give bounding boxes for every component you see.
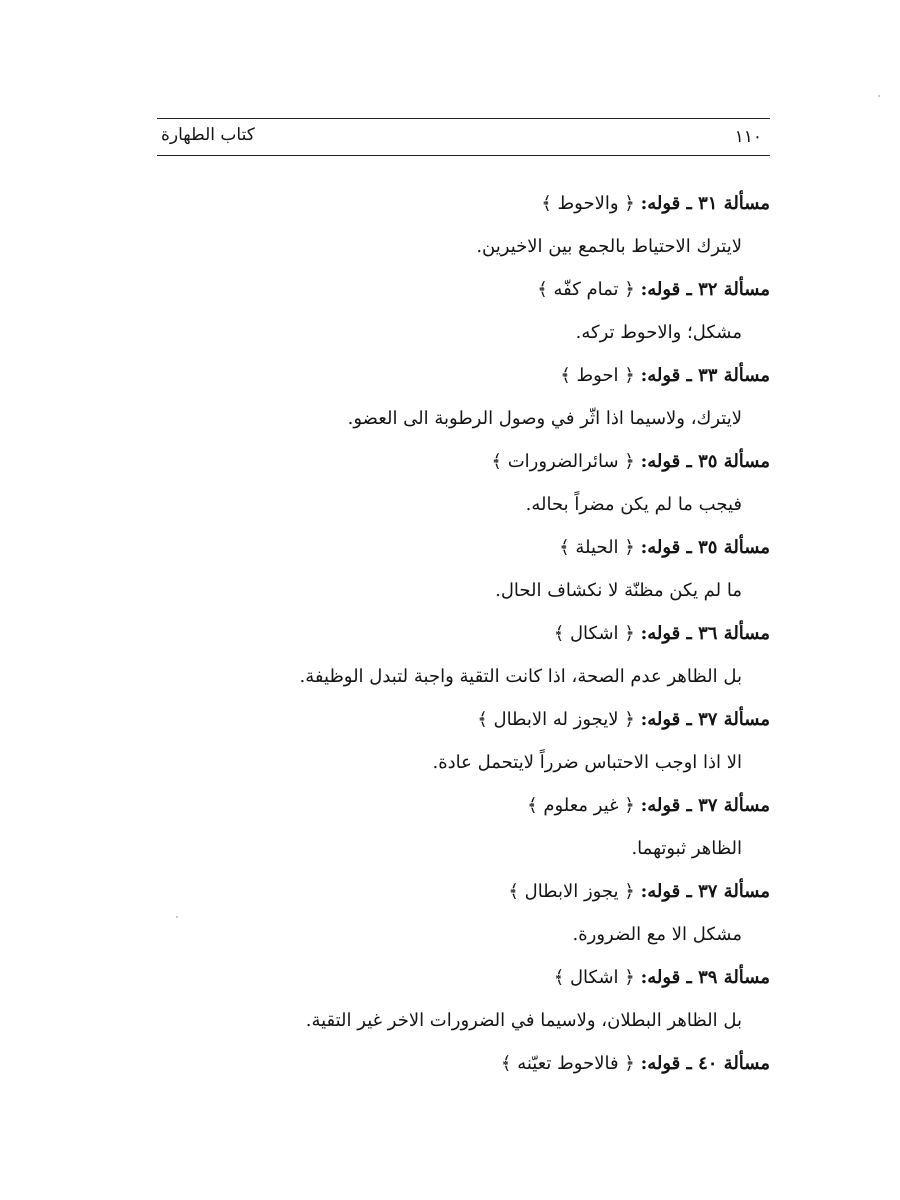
entry-label: مسألة ٤٠ ـ قوله:	[640, 1053, 770, 1074]
entry-quote: ﴿ فالاحوط تعيّنه ﴾	[500, 1053, 635, 1074]
entry-label: مسألة ٣٧ ـ قوله:	[640, 709, 770, 730]
entry-heading	[240, 613, 770, 656]
entry-body: مشكل؛ والاحوط تركه.	[575, 322, 742, 343]
entry-body: بل الظاهر البطلان، ولاسيما في الضرورات الاخر غير التقية.	[305, 1010, 742, 1031]
entry	[240, 957, 770, 1043]
entry-label: مسألة ٣٧ ـ قوله:	[640, 881, 770, 902]
entry	[240, 527, 770, 613]
entry-heading	[240, 1043, 770, 1086]
entry-body: الظاهر ثبوتهما.	[631, 838, 742, 859]
scan-speck	[176, 916, 178, 918]
entry	[240, 183, 770, 269]
entry-heading	[240, 183, 770, 226]
entry-quote: ﴿ سائرالضرورات ﴾	[491, 451, 635, 472]
entry-body: ما لم يكن مظنّة لا نكشاف الحال.	[495, 580, 742, 601]
entry-quote: ﴿ اشكال ﴾	[553, 967, 635, 988]
entry-heading	[240, 441, 770, 484]
entry-quote: ﴿ غير معلوم ﴾	[527, 795, 635, 816]
entry	[240, 613, 770, 699]
entry-body: الا اذا اوجب الاحتباس ضرراً لايتحمل عادة.	[432, 752, 742, 773]
scan-speck	[878, 95, 880, 97]
entry-heading	[240, 527, 770, 570]
entry-heading	[240, 957, 770, 1000]
entry-body: فيجب ما لم يكن مضراً بحاله.	[525, 494, 742, 515]
entry	[240, 699, 770, 785]
entry-label: مسألة ٣٧ ـ قوله:	[640, 795, 770, 816]
entry-quote: ﴿ الحيلة ﴾	[559, 537, 635, 558]
entry-heading	[240, 355, 770, 398]
book-title: كتاب الطهارة	[161, 125, 255, 145]
entry	[240, 785, 770, 871]
entry	[240, 1043, 770, 1086]
entry-label: مسألة ٣٥ ـ قوله:	[640, 451, 770, 472]
entry-heading	[240, 871, 770, 914]
entry-label: مسألة ٣٣ ـ قوله:	[640, 365, 770, 386]
entry	[240, 441, 770, 527]
entry-label: مسألة ٣٦ ـ قوله:	[640, 623, 770, 644]
entries-list	[240, 183, 770, 1086]
entry-body: بل الظاهر عدم الصحة، اذا كانت التقية واجبة لتبدل الوظيفة.	[299, 666, 742, 687]
entry-label: مسألة ٣١ ـ قوله:	[640, 193, 770, 214]
entry-body: لايترك الاحتياط بالجمع بين الاخيرين.	[476, 236, 742, 257]
entry-heading	[240, 785, 770, 828]
entry	[240, 269, 770, 355]
entry-heading	[240, 699, 770, 742]
entry-label: مسألة ٣٩ ـ قوله:	[640, 967, 770, 988]
entry-quote: ﴿ والاحوط ﴾	[541, 193, 635, 214]
entry-body: مشكل الا مع الضرورة.	[572, 924, 742, 945]
entry	[240, 871, 770, 957]
entry-quote: ﴿ احوط ﴾	[560, 365, 635, 386]
entry-quote: ﴿ لايجوز له الابطال ﴾	[477, 709, 635, 730]
entry-quote: ﴿ يجوز الابطال ﴾	[508, 881, 635, 902]
entry-heading	[240, 269, 770, 312]
entry-label: مسألة ٣٥ ـ قوله:	[640, 537, 770, 558]
running-header	[157, 118, 770, 156]
page-number: ١١٠	[734, 127, 762, 147]
entry	[240, 355, 770, 441]
entry-quote: ﴿ اشكال ﴾	[553, 623, 635, 644]
entry-label: مسألة ٣٢ ـ قوله:	[640, 279, 770, 300]
entry-body: لايترك، ولاسيما اذا اثّر في وصول الرطوبة الى العضو.	[347, 408, 742, 429]
entry-quote: ﴿ تمام كفّه ﴾	[537, 279, 635, 300]
